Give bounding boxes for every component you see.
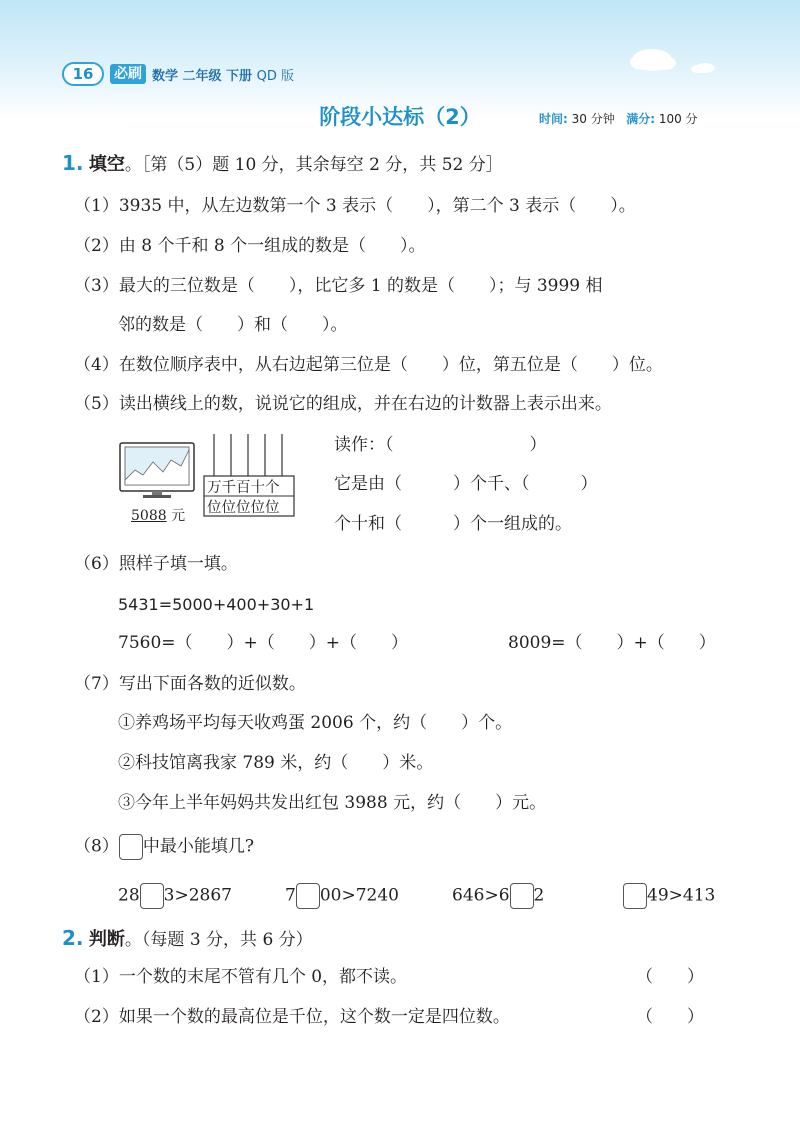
q2-statement-2: （2）如果一个数的最高位是千位，这个数一定是四位数。	[74, 1007, 510, 1027]
question-1-heading	[62, 152, 503, 176]
question-2-note: 。（每题 3 分，共 6 分）	[124, 930, 313, 950]
q1-8-expr-b	[285, 883, 399, 909]
page-title: 阶段小达标（2）	[319, 105, 481, 129]
q1-8-expr-c	[452, 883, 544, 909]
score-label: 满分:	[626, 112, 655, 126]
expr-a-post: 3>2867	[163, 885, 232, 906]
q1-item-3a: （3）最大的三位数是（ ），比它多 1 的数是（ ）；与 3999 相	[74, 276, 603, 296]
q1-item-1: （1）3935 中，从左边数第一个 3 表示（ ），第二个 3 表示（ ）。	[74, 196, 636, 216]
q1-item-4: （4）在数位顺序表中，从右边起第三位是（ ）位，第五位是（ ）位。	[74, 355, 663, 375]
q2-answer-1[interactable]: （ ）	[636, 967, 704, 987]
edition-text: QD 版	[256, 69, 294, 84]
question-1-number: 1.	[62, 151, 84, 175]
expr-b-post: 00>7240	[319, 885, 399, 906]
time-value: 30 分钟	[571, 112, 615, 126]
price-number: 5088	[131, 508, 167, 524]
expr-b-pre: 7	[285, 885, 296, 906]
question-2-heading	[62, 927, 313, 951]
book-title-text: 数学 二年级 下册	[152, 69, 253, 84]
q1-item-2: （2）由 8 个千和 8 个一组成的数是（ ）。	[74, 236, 426, 256]
question-2-title: 判断	[88, 929, 125, 950]
q1-7-sub-1: ①养鸡场平均每天收鸡蛋 2006 个，约（ ）个。	[118, 713, 513, 733]
q1-item-8	[74, 834, 254, 860]
price-unit: 元	[171, 508, 186, 524]
q1-6-blank-b: 8009=（ ）+（ ）	[508, 633, 716, 653]
question-2-number: 2.	[62, 926, 84, 950]
q1-5-composition-2: 个十和（ ）个一组成的。	[334, 514, 572, 534]
answer-box[interactable]	[140, 883, 164, 909]
q1-7-sub-2: ②科技馆离我家 789 米，约（ ）米。	[118, 753, 434, 773]
abacus-counter-icon	[200, 432, 300, 518]
answer-box[interactable]	[510, 883, 534, 909]
tv-image-icon	[119, 442, 195, 500]
q1-item-3b: 邻的数是（ ）和（ ）。	[118, 315, 348, 335]
q1-item-6: （6）照样子填一填。	[74, 554, 238, 574]
page-number-badge: 16	[62, 62, 104, 86]
abacus-bottom-labels: 位位位位位	[207, 500, 280, 516]
time-label: 时间:	[539, 112, 568, 126]
expr-c-post: 2	[533, 885, 545, 906]
q1-item-7: （7）写出下面各数的近似数。	[74, 674, 306, 694]
q1-8-expr-d	[623, 883, 715, 909]
expr-d-post: 49>413	[647, 885, 716, 906]
question-1-title: 填空	[88, 154, 125, 175]
score-value: 100 分	[658, 112, 698, 126]
q2-statement-1: （1）一个数的末尾不管有几个 0，都不读。	[74, 967, 408, 987]
q1-8-prompt: 中最小能填几?	[142, 836, 254, 857]
q1-7-sub-3: ③今年上半年妈妈共发出红包 3988 元，约（ ）元。	[118, 793, 547, 813]
q1-8-prefix: （8）	[74, 836, 119, 857]
answer-box[interactable]	[296, 883, 320, 909]
q1-5-read-line: 读作：（ ）	[334, 435, 547, 455]
q1-5-composition-1: 它是由（ ）个千、（ ）	[334, 474, 598, 494]
q1-item-5: （5）读出横线上的数，说说它的组成，并在右边的计数器上表示出来。	[74, 394, 612, 414]
price-label	[131, 505, 185, 525]
expr-a-pre: 28	[118, 885, 140, 906]
cloud-decoration-icon	[620, 38, 730, 78]
brand-logo: 必刷	[110, 64, 146, 84]
q1-8-expr-a	[118, 883, 232, 909]
answer-box[interactable]	[623, 883, 647, 909]
q1-6-blank-a: 7560=（ ）+（ ）+（ ）	[118, 633, 408, 653]
q1-6-example: 5431=5000+400+30+1	[118, 595, 315, 614]
q2-answer-2[interactable]: （ ）	[636, 1007, 704, 1027]
abacus-top-labels: 万千百十个	[207, 480, 280, 496]
book-title	[152, 65, 294, 84]
answer-box	[119, 834, 143, 860]
exam-meta	[539, 110, 698, 127]
expr-c-pre: 646>6	[452, 885, 510, 906]
question-1-note: 。［第（5）题 10 分，其余每空 2 分，共 52 分］	[124, 155, 503, 175]
